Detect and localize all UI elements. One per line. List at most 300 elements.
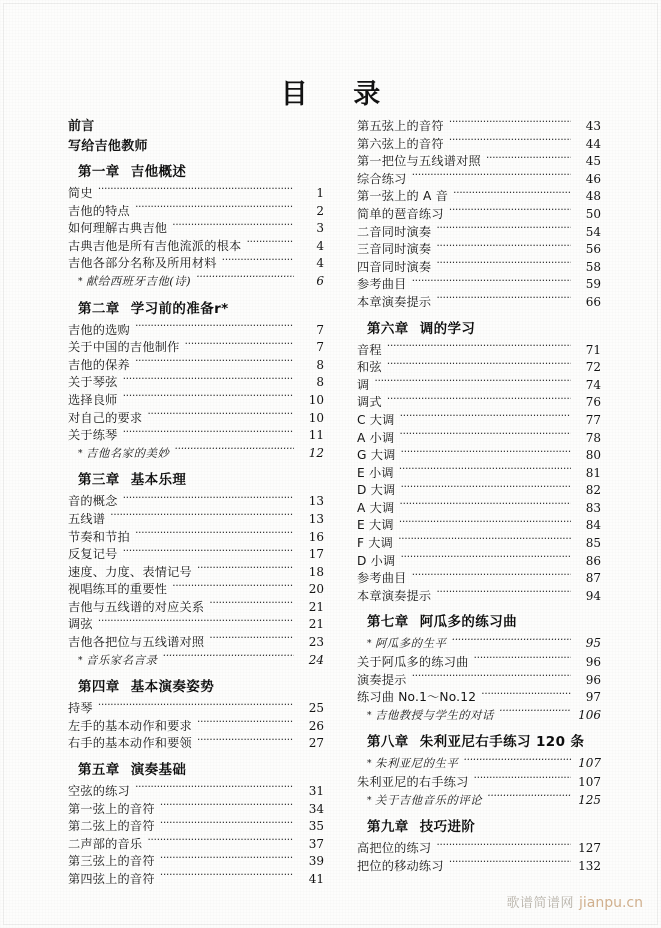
toc-entry[interactable] bbox=[68, 871, 324, 889]
toc-entry-page-number: 37 bbox=[308, 836, 324, 851]
dot-leader bbox=[474, 774, 572, 786]
toc-entry[interactable] bbox=[357, 465, 601, 483]
dot-leader bbox=[197, 718, 294, 730]
toc-entry[interactable] bbox=[357, 259, 601, 277]
dot-leader bbox=[436, 241, 571, 253]
dot-leader bbox=[172, 220, 294, 232]
toc-entry[interactable] bbox=[68, 255, 324, 273]
toc-entry[interactable] bbox=[68, 238, 324, 256]
toc-entry[interactable] bbox=[68, 185, 324, 203]
toc-column-left bbox=[68, 118, 324, 889]
dot-leader bbox=[449, 118, 571, 130]
toc-entry-page-number: 106 bbox=[578, 707, 601, 722]
dot-leader bbox=[436, 259, 571, 271]
toc-entry[interactable] bbox=[357, 635, 601, 654]
toc-entry[interactable] bbox=[68, 322, 324, 340]
toc-entry[interactable] bbox=[68, 511, 324, 529]
toc-entry-page-number: 13 bbox=[308, 511, 324, 526]
toc-entry-page-number: 27 bbox=[308, 736, 324, 751]
chapter-name: 吉他概述 bbox=[130, 164, 187, 180]
toc-entry-label: 第六弦上的音符 bbox=[357, 136, 444, 151]
dot-leader bbox=[123, 493, 294, 505]
toc-entry-label: 节奏和节拍 bbox=[68, 529, 130, 544]
toc-entry[interactable] bbox=[357, 447, 601, 465]
toc-entry[interactable] bbox=[357, 342, 601, 360]
asterisk-icon: * bbox=[367, 710, 372, 721]
toc-entry-text: 吉他名家的美妙 bbox=[86, 445, 170, 460]
dot-leader bbox=[374, 377, 571, 389]
dot-leader bbox=[436, 294, 571, 306]
toc-entry-label: 和弦 bbox=[357, 360, 382, 375]
toc-entry-label: G 大调 bbox=[357, 448, 396, 463]
dot-leader bbox=[387, 359, 571, 371]
toc-entry[interactable] bbox=[357, 224, 601, 242]
toc-front-matter-item[interactable]: 前言 bbox=[68, 119, 95, 134]
toc-entry-label: 吉他各把位与五线谱对照 bbox=[68, 635, 205, 650]
toc-entry-label bbox=[78, 273, 196, 292]
toc-entry[interactable] bbox=[357, 500, 601, 518]
toc-entry-page-number: 18 bbox=[308, 564, 324, 579]
toc-entry-label: 吉他的特点 bbox=[68, 203, 130, 218]
toc-entry-text: 音乐家名言录 bbox=[86, 652, 158, 667]
toc-entry-page-number: 10 bbox=[308, 410, 324, 425]
watermark-cn-text: 歌谱简谱网 bbox=[506, 896, 574, 911]
toc-entry[interactable] bbox=[68, 339, 324, 357]
toc-chapter-heading bbox=[367, 321, 601, 337]
toc-entry[interactable] bbox=[357, 359, 601, 377]
toc-entry-page-number: 96 bbox=[585, 655, 601, 670]
dot-leader bbox=[453, 188, 571, 200]
dot-leader bbox=[160, 818, 294, 830]
dot-leader bbox=[162, 652, 294, 664]
toc-entry-label: 反复记号 bbox=[68, 547, 118, 562]
toc-entry-label: 空弦的练习 bbox=[68, 784, 130, 799]
chapter-number: 第四章 bbox=[78, 679, 120, 696]
toc-entry-page-number: 41 bbox=[308, 872, 324, 886]
dot-leader bbox=[135, 529, 294, 541]
dot-leader bbox=[123, 392, 294, 404]
toc-entry-label: 左手的基本动作和要求 bbox=[68, 718, 192, 733]
dot-leader bbox=[481, 689, 571, 701]
asterisk-icon: * bbox=[78, 448, 83, 459]
chapter-number: 第七章 bbox=[367, 614, 409, 631]
toc-entry-page-number: 31 bbox=[308, 784, 324, 799]
toc-entry-label: 对自己的要求 bbox=[68, 410, 143, 425]
chapter-name: 基本乐理 bbox=[130, 472, 187, 489]
toc-entry-label: 古典吉他是所有吉他流派的根本 bbox=[68, 238, 242, 253]
toc-entry[interactable] bbox=[68, 853, 324, 871]
toc-entry-label: 把位的移动练习 bbox=[357, 858, 444, 873]
dot-leader bbox=[401, 447, 572, 459]
dot-leader bbox=[209, 599, 294, 611]
toc-entry-page-number: 54 bbox=[585, 224, 601, 239]
dot-leader bbox=[110, 511, 294, 523]
toc-entry[interactable] bbox=[357, 858, 601, 876]
dot-leader bbox=[387, 394, 571, 406]
dot-leader bbox=[98, 616, 294, 628]
toc-entry[interactable] bbox=[357, 654, 601, 672]
toc-entry-label: E 小调 bbox=[357, 465, 394, 480]
toc-entry[interactable] bbox=[68, 357, 324, 375]
toc-entry[interactable] bbox=[357, 294, 601, 312]
dot-leader bbox=[436, 840, 571, 852]
toc-entry-label: 第一把位与五线谱对照 bbox=[357, 154, 481, 169]
toc-entry[interactable] bbox=[357, 377, 601, 395]
dot-leader bbox=[449, 858, 571, 870]
toc-entry-text: 阿瓜多的生平 bbox=[375, 636, 447, 651]
toc-entry-page-number: 58 bbox=[585, 259, 601, 274]
toc-entry-label: 关于中国的吉他制作 bbox=[68, 340, 180, 355]
asterisk-icon: * bbox=[367, 639, 372, 650]
toc-front-matter-item[interactable]: 写给吉他教师 bbox=[68, 139, 148, 154]
toc-entry[interactable] bbox=[68, 493, 324, 511]
toc-entry-label: 二声部的音乐 bbox=[68, 836, 143, 851]
toc-entry-label: 选择良师 bbox=[68, 392, 118, 407]
toc-entry-page-number: 83 bbox=[585, 500, 601, 515]
toc-entry[interactable] bbox=[357, 482, 601, 500]
toc-entry-page-number: 86 bbox=[585, 553, 601, 568]
dot-leader bbox=[98, 700, 294, 712]
toc-entry-page-number: 127 bbox=[578, 841, 601, 856]
toc-entry-page-number: 3 bbox=[316, 221, 324, 236]
toc-entry[interactable] bbox=[357, 394, 601, 412]
toc-entry-page-number: 21 bbox=[308, 599, 324, 614]
toc-entry-label: 第一弦上的 A 音 bbox=[357, 189, 449, 204]
dot-leader bbox=[449, 136, 571, 148]
toc-entry-page-number: 74 bbox=[585, 377, 601, 392]
toc-entry-page-number: 11 bbox=[308, 428, 324, 443]
toc-entry[interactable] bbox=[68, 783, 324, 801]
toc-entry-page-number: 23 bbox=[308, 635, 324, 650]
toc-entry[interactable] bbox=[68, 581, 324, 599]
toc-entry-label: 综合练习 bbox=[357, 171, 407, 186]
toc-entry-label: A 小调 bbox=[357, 430, 395, 445]
dot-leader bbox=[463, 755, 571, 767]
dot-leader bbox=[135, 322, 294, 334]
dot-leader bbox=[400, 412, 571, 424]
toc-entry[interactable] bbox=[357, 171, 601, 189]
dot-leader bbox=[400, 482, 571, 494]
toc-entry-page-number: 77 bbox=[585, 412, 601, 427]
toc-entry-page-number: 107 bbox=[578, 756, 601, 771]
dot-leader bbox=[196, 273, 294, 285]
toc-entry[interactable] bbox=[357, 118, 601, 136]
toc-entry[interactable] bbox=[357, 672, 601, 690]
toc-entry-label: 视唱练耳的重要性 bbox=[68, 582, 168, 597]
page-title: 目 录 bbox=[280, 79, 399, 110]
toc-entry-label: D 大调 bbox=[357, 483, 396, 498]
dot-leader bbox=[123, 374, 294, 386]
toc-entry[interactable] bbox=[68, 564, 324, 582]
toc-entry-page-number: 48 bbox=[585, 189, 601, 204]
toc-entry-page-number: 39 bbox=[308, 854, 324, 869]
toc-entry[interactable] bbox=[357, 774, 601, 792]
dot-leader bbox=[412, 171, 571, 183]
toc-entry[interactable] bbox=[68, 599, 324, 617]
dot-leader bbox=[135, 357, 294, 369]
toc-entry[interactable] bbox=[357, 755, 601, 774]
watermark bbox=[506, 892, 643, 911]
toc-entry-page-number: 59 bbox=[585, 277, 601, 292]
dot-leader bbox=[399, 500, 571, 512]
dot-leader bbox=[197, 735, 294, 747]
toc-entry-label: 持琴 bbox=[68, 701, 93, 716]
toc-entry-page-number: 4 bbox=[316, 256, 324, 271]
dot-leader bbox=[499, 707, 571, 719]
toc-entry-label: 右手的基本动作和要领 bbox=[68, 736, 192, 751]
toc-entry-label bbox=[78, 445, 174, 464]
toc-entry-label: 第四弦上的音符 bbox=[68, 872, 155, 886]
dot-leader bbox=[123, 427, 294, 439]
toc-entry[interactable] bbox=[357, 570, 601, 588]
toc-entry-page-number: 7 bbox=[316, 322, 324, 337]
toc-entry-label: D 小调 bbox=[357, 553, 396, 568]
asterisk-icon: * bbox=[78, 276, 83, 287]
dot-leader bbox=[147, 410, 294, 422]
toc-entry[interactable] bbox=[357, 136, 601, 154]
chapter-name: 技巧进阶 bbox=[419, 819, 476, 836]
toc-entry-label: 吉他的保养 bbox=[68, 357, 130, 372]
toc-entry[interactable] bbox=[68, 427, 324, 445]
toc-entry[interactable] bbox=[357, 188, 601, 206]
toc-entry[interactable] bbox=[357, 840, 601, 858]
toc-entry[interactable] bbox=[68, 529, 324, 547]
toc-entry-page-number: 7 bbox=[316, 340, 324, 355]
toc-entry[interactable] bbox=[68, 634, 324, 652]
toc-entry-page-number: 26 bbox=[308, 718, 324, 733]
toc-entry-text: 关于吉他音乐的评论 bbox=[375, 792, 483, 807]
toc-entry-page-number: 4 bbox=[316, 238, 324, 253]
toc-entry-label bbox=[367, 707, 499, 726]
dot-leader bbox=[412, 570, 571, 582]
toc-entry-label: 关于练琴 bbox=[68, 428, 118, 443]
toc-entry[interactable] bbox=[68, 203, 324, 221]
toc-entry[interactable] bbox=[68, 616, 324, 634]
dot-leader bbox=[399, 430, 571, 442]
asterisk-icon: * bbox=[78, 655, 83, 666]
toc-entry-label: F 大调 bbox=[357, 536, 394, 551]
asterisk-icon: * bbox=[367, 759, 372, 770]
toc-entry[interactable] bbox=[357, 588, 601, 606]
toc-entry-page-number: 10 bbox=[308, 392, 324, 407]
toc-entry[interactable] bbox=[357, 707, 601, 726]
toc-entry-text: 吉他教授与学生的对话 bbox=[375, 707, 494, 722]
chapter-number: 第九章 bbox=[367, 819, 409, 836]
toc-entry[interactable] bbox=[68, 700, 324, 718]
dot-leader bbox=[400, 553, 571, 565]
toc-chapter-heading bbox=[78, 472, 324, 488]
toc-entry[interactable] bbox=[357, 276, 601, 294]
toc-entry-page-number: 35 bbox=[308, 819, 324, 834]
toc-entry-label: 如何理解古典吉他 bbox=[68, 221, 168, 236]
toc-entry[interactable] bbox=[68, 818, 324, 836]
toc-entry-page-number: 21 bbox=[308, 617, 324, 632]
toc-entry-page-number: 76 bbox=[585, 395, 601, 410]
toc-entry-label: 第一弦上的音符 bbox=[68, 801, 155, 816]
toc-entry-page-number: 17 bbox=[308, 547, 324, 562]
toc-entry[interactable] bbox=[68, 801, 324, 819]
toc-entry-label bbox=[367, 792, 487, 811]
watermark-site-text: jianpu.cn bbox=[578, 895, 643, 911]
toc-entry-page-number: 20 bbox=[308, 582, 324, 597]
dot-leader bbox=[160, 853, 294, 865]
toc-columns bbox=[0, 118, 661, 886]
toc-chapter-heading bbox=[367, 614, 601, 630]
dot-leader bbox=[209, 634, 294, 646]
dot-leader bbox=[160, 801, 294, 813]
toc-entry-label: 音程 bbox=[357, 342, 382, 357]
toc-entry-page-number: 6 bbox=[316, 273, 324, 288]
toc-entry-label: 练习曲 No.1～No.12 bbox=[357, 690, 477, 705]
toc-entry[interactable] bbox=[68, 652, 324, 671]
toc-entry-page-number: 82 bbox=[585, 483, 601, 498]
toc-entry-page-number: 2 bbox=[316, 203, 324, 218]
chapter-number: 第六章 bbox=[367, 320, 409, 337]
toc-entry-page-number: 44 bbox=[585, 136, 601, 151]
toc-entry-label: 参考曲目 bbox=[357, 571, 407, 586]
toc-entry-page-number: 25 bbox=[308, 701, 324, 716]
toc-entry-label: 简史 bbox=[68, 186, 93, 200]
toc-entry-page-number: 34 bbox=[308, 801, 324, 816]
toc-entry-page-number: 56 bbox=[585, 242, 601, 257]
toc-entry-page-number: 1 bbox=[316, 186, 324, 200]
dot-leader bbox=[436, 224, 571, 236]
toc-entry-page-number: 13 bbox=[308, 494, 324, 509]
toc-entry-label: 第二弦上的音符 bbox=[68, 819, 155, 834]
toc-entry-label: A 大调 bbox=[357, 500, 395, 515]
chapter-name: 学习前的准备 bbox=[130, 300, 215, 317]
dot-leader bbox=[123, 546, 294, 558]
toc-entry[interactable] bbox=[68, 718, 324, 736]
toc-entry[interactable] bbox=[357, 153, 601, 171]
toc-entry-label: 三音同时演奏 bbox=[357, 242, 432, 257]
dot-leader bbox=[135, 203, 294, 215]
chapter-number: 第三章 bbox=[78, 472, 120, 489]
toc-column-right bbox=[357, 118, 601, 875]
toc-entry[interactable] bbox=[68, 836, 324, 854]
toc-chapter-heading bbox=[78, 762, 324, 778]
chapter-name: 基本演奏姿势 bbox=[130, 679, 215, 696]
toc-entry[interactable] bbox=[68, 220, 324, 238]
dot-leader bbox=[412, 672, 571, 684]
toc-entry[interactable] bbox=[357, 430, 601, 448]
dot-leader bbox=[387, 342, 571, 354]
dot-leader bbox=[398, 535, 571, 547]
chapter-number: 第八章 bbox=[367, 734, 409, 751]
dot-leader bbox=[412, 276, 571, 288]
toc-entry-label: E 大调 bbox=[357, 518, 394, 533]
dot-leader bbox=[474, 654, 572, 666]
toc-entry-page-number: 71 bbox=[585, 342, 601, 357]
toc-entry-label: 速度、力度、表情记号 bbox=[68, 564, 192, 579]
toc-entry[interactable] bbox=[357, 553, 601, 571]
dot-leader bbox=[135, 783, 294, 795]
dot-leader bbox=[487, 792, 571, 804]
toc-entry[interactable] bbox=[357, 241, 601, 259]
toc-entry-label: 第三弦上的音符 bbox=[68, 854, 155, 869]
toc-entry[interactable] bbox=[68, 410, 324, 428]
dot-leader bbox=[197, 564, 294, 576]
dot-leader bbox=[172, 581, 294, 593]
dot-leader bbox=[246, 238, 294, 250]
toc-entry-page-number: 95 bbox=[585, 636, 601, 651]
toc-entry-label: 关于阿瓜多的练习曲 bbox=[357, 655, 469, 670]
toc-chapter-heading bbox=[367, 819, 601, 835]
toc-entry-page-number: 78 bbox=[585, 430, 601, 445]
toc-entry-label: 参考曲目 bbox=[357, 277, 407, 292]
chapter-number: 第二章 bbox=[78, 300, 120, 317]
toc-entry-label: 朱利亚尼的右手练习 bbox=[357, 775, 469, 789]
dot-leader bbox=[222, 255, 294, 267]
toc-entry-page-number: 50 bbox=[585, 206, 601, 221]
toc-entry[interactable] bbox=[357, 689, 601, 707]
toc-entry-label: 吉他与五线谱的对应关系 bbox=[68, 599, 205, 614]
dot-leader bbox=[486, 153, 571, 165]
chapter-number: 第一章 bbox=[78, 164, 120, 180]
asterisk-icon: * bbox=[367, 795, 372, 806]
toc-entry-label: C 大调 bbox=[357, 412, 395, 427]
toc-entry-page-number: 8 bbox=[316, 357, 324, 372]
toc-entry-label: 吉他的选购 bbox=[68, 322, 130, 337]
toc-entry-page-number: 107 bbox=[578, 775, 601, 789]
toc-entry[interactable] bbox=[68, 546, 324, 564]
toc-entry-text: 朱利亚尼的生平 bbox=[375, 756, 459, 771]
toc-entry-page-number: 87 bbox=[585, 571, 601, 586]
toc-entry-page-number: 45 bbox=[585, 154, 601, 169]
toc-entry-page-number: 66 bbox=[585, 294, 601, 309]
toc-entry[interactable] bbox=[357, 206, 601, 224]
toc-entry-page-number: 46 bbox=[585, 171, 601, 186]
dot-leader bbox=[399, 465, 571, 477]
toc-entry[interactable] bbox=[357, 792, 601, 811]
toc-entry-label: 本章演奏提示 bbox=[357, 588, 432, 603]
toc-entry-page-number: 72 bbox=[585, 360, 601, 375]
toc-entry-page-number: 12 bbox=[308, 445, 324, 460]
toc-entry[interactable] bbox=[357, 535, 601, 553]
dot-leader bbox=[160, 871, 294, 883]
toc-entry[interactable] bbox=[357, 412, 601, 430]
dot-leader bbox=[451, 635, 571, 647]
toc-entry-page-number: 84 bbox=[585, 518, 601, 533]
dot-leader bbox=[449, 206, 571, 218]
toc-entry[interactable] bbox=[68, 445, 324, 464]
toc-entry[interactable] bbox=[68, 374, 324, 392]
toc-entry-label: 五线谱 bbox=[68, 511, 106, 526]
toc-entry[interactable] bbox=[68, 392, 324, 410]
toc-entry-label bbox=[367, 635, 451, 654]
toc-entry[interactable] bbox=[357, 517, 601, 535]
toc-entry-label: 调 bbox=[357, 377, 370, 392]
toc-entry-page-number: 16 bbox=[308, 529, 324, 544]
toc-entry-label: 调弦 bbox=[68, 617, 93, 632]
toc-entry[interactable] bbox=[68, 273, 324, 292]
chapter-page-mark: r* bbox=[214, 300, 229, 317]
toc-entry-label bbox=[78, 652, 162, 671]
toc-entry-page-number: 97 bbox=[585, 690, 601, 705]
toc-entry-label bbox=[367, 755, 463, 774]
toc-entry-label: 本章演奏提示 bbox=[357, 294, 432, 309]
toc-entry-label: 四音同时演奏 bbox=[357, 259, 432, 274]
toc-entry-page-number: 96 bbox=[585, 672, 601, 687]
toc-entry-label: 音的概念 bbox=[68, 494, 118, 509]
toc-entry[interactable] bbox=[68, 735, 324, 753]
toc-entry-page-number: 80 bbox=[585, 448, 601, 463]
toc-chapter-heading bbox=[78, 679, 324, 695]
toc-entry-page-number: 85 bbox=[585, 536, 601, 551]
toc-entry-label: 简单的琶音练习 bbox=[357, 206, 444, 221]
toc-entry-page-number: 81 bbox=[585, 465, 601, 480]
toc-entry-label: 关于琴弦 bbox=[68, 375, 118, 390]
